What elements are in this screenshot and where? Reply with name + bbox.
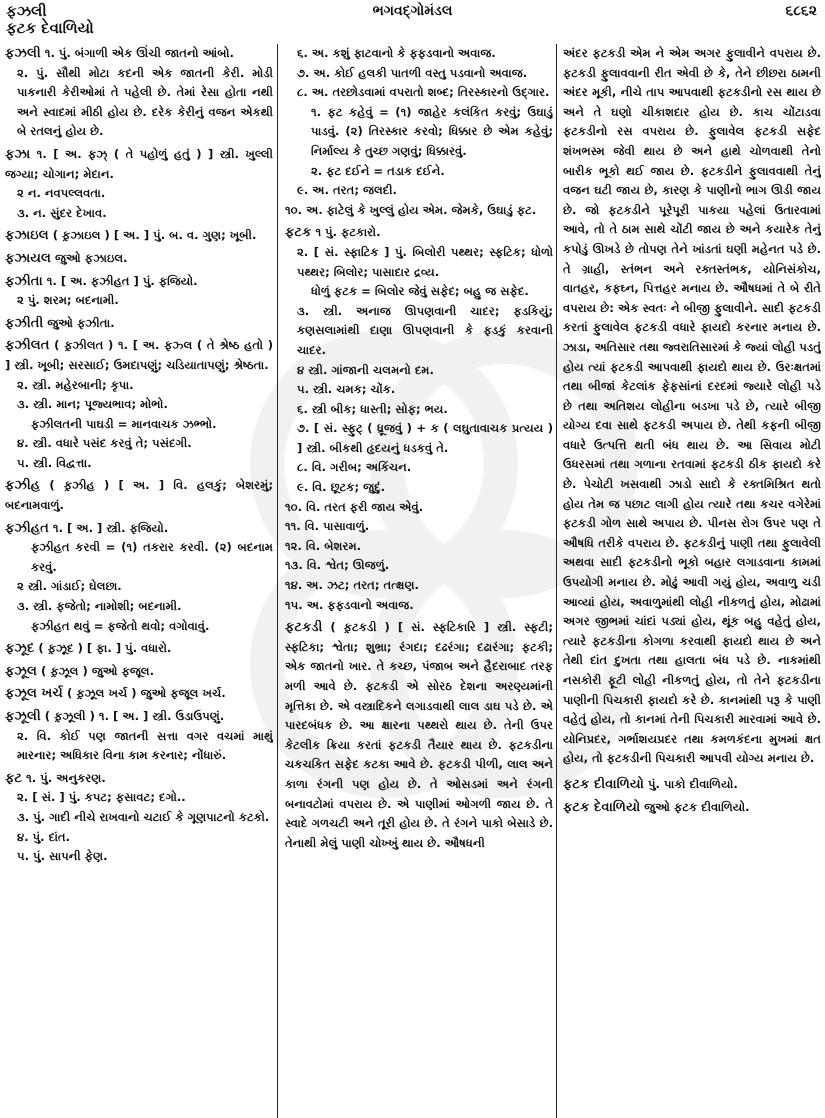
- entry-sense: [5, 376, 273, 396]
- entry-sense: [5, 184, 273, 204]
- definition-text: જુઓ ફઝાઇલ.: [51, 250, 128, 265]
- dictionary-entry: [5, 336, 273, 473]
- headword: ફઝલી: [5, 46, 41, 61]
- entry-sense: [5, 64, 273, 142]
- definition-text: ૧. [ અ. ફઝીહત ] પું. ફજિયો.: [42, 273, 198, 288]
- definition-text: ૪. સ્ત્રી. વધારે પસંદ કરવું તે; પસંદગી.: [17, 436, 192, 451]
- definition-text: ૫. સ્ત્રી. ચમક; ચોંક.: [297, 382, 396, 397]
- definition-text: જુઓ ફઝીતા.: [43, 315, 115, 330]
- entry-sense: [285, 64, 553, 84]
- entry-sense: [5, 577, 273, 597]
- headword: ફઝાયલ: [5, 250, 51, 266]
- headword: ફટક દેવાળિયો: [563, 799, 641, 815]
- dictionary-entry: [563, 798, 821, 818]
- last-guide-word: ફટક દેવાળિયો: [6, 19, 94, 37]
- headword: ફઝૂદ: [5, 641, 35, 657]
- dictionary-entry: [5, 662, 273, 682]
- entry-sense: [5, 617, 273, 637]
- entry-sense: [285, 458, 553, 478]
- entry-first-line: [5, 145, 273, 184]
- definition-text: ૧. પું. બંગાળી એક ઊંચી જાતનો આંબો.: [40, 46, 234, 60]
- book-title: ભગવદ્ગોમંડલ: [372, 3, 453, 19]
- headword: ફઝીહત: [5, 520, 49, 536]
- entry-sense: [285, 478, 553, 498]
- definition-text: ૯. વિ. છૂટક; જુદું.: [297, 480, 386, 495]
- entry-sense: [285, 498, 553, 518]
- entry-sense: [5, 538, 273, 577]
- definition-text: ૧. [ અ. ફઝ્‌ ( તે પહોળું હતું ) ] સ્ત્રી. ખુલ્લી જગ્યા; ચોગાન; મેદાન.: [5, 146, 273, 181]
- definition-text: ૧૪. અ. ઝટ; તરત; તત્ક્ષણ.: [285, 578, 419, 593]
- headword: ફઝીતા: [5, 273, 43, 289]
- definition-text: ૫. સ્ત્રી. વિદ્વત્તા.: [17, 455, 92, 470]
- definition-text: ૨. સ્ત્રી. મહેરબાની; કૃપા.: [17, 377, 134, 392]
- definition-text: ૬. સ્ત્રી બીક; ધાસ્તી; સોફ; ભય.: [297, 401, 448, 416]
- continued-definition: અંદર ફટકડી એમ ને એમ અગર ફુલાવીને વપરાય છે. ફટકડી ફુલાવવાની રીત એવી છે કે, તેને છીછરા ઠામની અંદર મૂકી, નીચે તાપ આપવાથી ફટકડીનો રસ થાય છે અને તે ઘણો ચીકાશદાર હોય છે. કાચ ચોંટાડવા ફટકડીનો રસ વપરાય છે. ફુલાવેલ ફટકડી સફેદ શંખભસ્મ જેવી થાય છે અને હાથે ચોળવાથી તેનો બારીક ભૂકો થઈ જાય છે. ફટકડીને ફુલાવવાથી તેનું વજન ઘટી જાય છે, કારણ કે પાણીનો ભાગ ઊડી જાય છે. જો ફટકડીને પૂરેપૂરી પાકયા પહેલાં ઉતારવામાં આવે, તો તે ઠામ સાથે ચોંટી જાય છે અને કયારેક તેનું કપોડું ઊખડે છે તોપણ તેને ખાંડતાં ઘણી મહેનત પડે છે. તે ગ્રાહી, સ્તંભન અને રક્તસ્તંભક, યોનિસંકોચ, વાતહર, કફઘ્ન, પિત્તહર મનાય છે. ઔષધમાં તે બે રીતે વપરાય છે: એક સ્વતઃ ને બીજી ફુલાવીને. સાદી ફટકડી કરતાં ફુલાવેલ ફટકડી વધારે ફાયદો કરનાર મનાય છે. ઝાડા, અતિસાર તથા જ્વરાતિસારમાં કે જ્યાં લોહી પડતું હોય ત્યાં ફટકડી આપવાથી ફાયદો થાય છે. ઉરઃક્ષતમાં તથા બીજાં કેટલાંક ફેફસાંનાં દરદમાં જ્યારે લોહી પડે છે તથા અતિશય લોહીના બડખા પડે છે, ત્યારે બીજી યોગ્ય દવા સાથે ફટકડી અપાય છે. તેથી કફની બીજી વધારે ઉત્પત્તિ થતી બંધ થાય છે. આ સિવાય મોટી ઉધરસમાં તથા ગળાના રતવામાં ફટકડી ઠીક ફાયદો કરે છે. પેચોટી ખસવાથી ઝાડો સાદો કે રક્તમિશ્રિત થતો હોય તેમ જ પછાટ લાગી હોય ત્યારે તથા કચર વગેરેમાં ફટકડી ગોળ સાથે અપાય છે. પીનસ રોગ ઉપર પણ તે ઔષધિ તરીકે વપરાય છે. ફટકડીનું પાણી તથા ફુલાવેલી અથવા સાદી ફટકડીનો ભૂકો બહાર લગાડવાના કામમાં ઉપયોગી મનાય છે. મોઢું આવી ગયું હોય, અવાળુ ચડી આવ્યાં હોય, અવાળુમાંથી લોહી નીકળતું હોય, મોઢામાં અગર જીભમાં ચાંદાં પડ્યાં હોય, થૂંક બહુ વહેતું હોય, ત્યારે ફટકડીના કોગળા કરવાથી ફાયદો થાય છે અને તેથી દાંત દુખતા તથા હાલતા બંધ પડે છે. નાકમાંથી નસકોરી ફૂટી લોહી નીકળતું હોય, તો તેને ફટકડીના પાણીની પિચકારી ફાયદો કરે છે. કાનમાંથી પરૂ કે પાણી વહેતું હોય, તો કાનમાં તેની પિચકારી મારવામાં આવે છે. યોનિપ્રદર, ગર્ભાશયપ્રદર તથા કમળકંદના મુખમાં ક્ષત હોય, તો ફટકડીની પિચકારી આપવી યોગ્ય મનાય છે.: [563, 46, 821, 766]
- dictionary-entry: [5, 519, 273, 637]
- entry-sense: [285, 103, 553, 162]
- definition-text: ( ફ઼ઝીહ ) [ અ. ] વિ. હલકું; બેશરમું; બદનામવાળું.: [5, 478, 273, 513]
- entry-sense: [285, 162, 553, 182]
- entry-sense: [5, 727, 273, 766]
- headword: ફટક: [285, 225, 312, 241]
- dictionary-entry: [5, 769, 273, 867]
- definition-text: ૯. અ. તરત; જલદી.: [297, 183, 397, 198]
- headword: ફટક દીવાળિયો: [563, 776, 644, 792]
- headword: ફઝૂલી: [5, 709, 41, 724]
- headword: ફટકડી: [285, 620, 323, 636]
- first-guide-word: ફઝલી: [6, 2, 47, 20]
- entry-sense: [5, 597, 273, 617]
- definition-text: ૧૩. વિ. શ્વેત; ઊજળું.: [285, 558, 390, 573]
- entry-first-line: [5, 684, 273, 704]
- definition-text: ૨. ફટ દઈને = તડાક દઈને.: [311, 163, 445, 178]
- headword: ફઝીતી: [5, 315, 44, 331]
- definition-text: ૮. વિ. ગરીબ; અકિંચન.: [297, 460, 412, 475]
- definition-text: જુઓ ફટક દીવાળિયો.: [640, 799, 750, 814]
- entry-first-line: [5, 707, 273, 727]
- definition-text: ૧. ફટ કહેવું = (૧) જાહેર કલંકિત કરવું; ઉઘાડું પાડવું. (૨) તિરસ્કાર કરવો; ધિક્કાર છે એમ કહેવું; નિર્માલ્ય કે તુચ્છ ગણવું; ધિક્કારવું.: [311, 104, 553, 158]
- definition-text: ૨. [ સં. સ્ફાટિક ] પું. બિલોરી પથ્થર; સ્ફટિક; ધોળો પથ્થર; બિલોર; પાસાદાર દ્રવ્ય.: [297, 244, 553, 279]
- definition-text: ૨. વિ. કોઈ પણ જાતની સત્તા વગર વચમાં માથું મારનાર; અધિકાર વિના કામ કરનાર; નોંધારું.: [17, 728, 273, 763]
- entry-first-line: [5, 226, 273, 246]
- definition-text: ( ફ઼ઝાઇલ ) [ અ. ] પું. બ. વ. ગુણ; ખૂબી.: [48, 228, 257, 243]
- definition-text: ૩. સ્ત્રી. અનાજ ઊપણવાની ચાદર; ફડકિયું; કણસલામાંથી દાણા ઊપણવાની કે ફડકું કરવાની ચાદર.: [297, 303, 553, 357]
- dictionary-body: [0, 44, 825, 1118]
- entry-first-line: [5, 314, 273, 334]
- definition-text: ૭. [ સં. સ્ફુટ્ ( ધ્રૂજવું ) + ક ( લઘુતાવાચક પ્રત્યય ) ] સ્ત્રી. બીકથી હૃદયનું ધડકવું તે.: [297, 421, 553, 455]
- entry-sense: [5, 788, 273, 808]
- page-header: [0, 0, 825, 38]
- definition-text: ( ફ઼ઝૂદ ) [ ફા. ] પું. વધારો.: [34, 641, 172, 656]
- entry-sense: [285, 282, 553, 302]
- entry-sense: [285, 596, 553, 616]
- definition-text: ૩. પું. ગાદી નીચે રાખવાનો ચટાઈ કે ગૂણપાટનો કટકો.: [17, 809, 270, 824]
- headword: ફઝૂલ ખર્ચ: [5, 686, 63, 702]
- definition-text: ૬. અ. કશું ફાટવાનો કે ફફડવાનો અવાજ.: [297, 46, 496, 60]
- entry-sense: [285, 201, 553, 221]
- entry-sense: [5, 847, 273, 867]
- definition-text: ૩. સ્ત્રી. ફજેતો; નામોશી; બદનામી.: [17, 599, 182, 614]
- dictionary-entry: [5, 272, 273, 311]
- definition-text: ૪. પું. દાંત.: [17, 829, 71, 844]
- dictionary-entry: [5, 145, 273, 223]
- dictionary-entry: [5, 44, 273, 142]
- definition-text: ૪ સ્ત્રી. ગાંજાની ચલમનો દમ.: [297, 362, 434, 377]
- entry-first-line: [5, 662, 273, 682]
- definition-text: ૧. [ અ. ] સ્ત્રી. ફજિયો.: [48, 520, 169, 535]
- definition-text: ફઝીહત કરવી = (૧) તકરાર કરવી. (૨) બદનામ કરવું.: [31, 540, 273, 574]
- headword: ફઝાઇલ: [5, 228, 49, 244]
- entry-sense: [5, 204, 273, 224]
- headword: ફઝા: [5, 146, 31, 162]
- entry-sense: [285, 83, 553, 103]
- definition-text: પું. પાકો દીવાળિયો.: [643, 776, 738, 791]
- entry-sense: [285, 419, 553, 458]
- definition-text: ૧ પું. ફટકારો.: [311, 225, 381, 240]
- definition-text: ફઝીલતની પાઘડી = માનવાચક ઝભ્ભો.: [31, 416, 217, 431]
- definition-text: ૮. અ. તરછોડવામાં વપરાતો શબ્દ; તિરસ્કારનો ઉદ્ગાર.: [297, 85, 550, 100]
- entry-first-line: [5, 476, 273, 515]
- entry-first-line: [563, 775, 821, 795]
- entry-sense: [5, 808, 273, 828]
- definition-text: ૭. અ. કોઈ હલકી પાતળી વસ્તુ પડવાનો અવાજ.: [297, 65, 528, 80]
- dictionary-entry: [5, 226, 273, 246]
- entry-sense: [5, 828, 273, 848]
- definition-text: ( ફ઼ઝૂલી ) ૧. [ અ. ] સ્ત્રી. ઉડાઉપણું.: [40, 709, 225, 723]
- entry-first-line: [285, 618, 553, 853]
- definition-text: ૫. પું. સાપની ફેણ.: [17, 849, 108, 864]
- dictionary-entry: [5, 476, 273, 515]
- dictionary-entry: [563, 775, 821, 795]
- definition-text: ૩. સ્ત્રી. માન; પૂજ્યભાવ; મોભો.: [17, 397, 168, 412]
- definition-text: ૧૧. વિ. પાસાવાળું.: [285, 519, 370, 534]
- definition-text: ૧૦. વિ. તરત ફરી જાય એવું.: [285, 499, 424, 514]
- headword: ફઝીલત: [5, 338, 50, 354]
- definition-text: ૧૫. અ. ફફડવાનો અવાજ.: [285, 597, 414, 612]
- headword: ફટ: [5, 770, 23, 786]
- definition-text: ( ફ઼ઝૂલ ખર્ચ ) જુઓ ફજૂલ ખર્ચ.: [62, 686, 226, 701]
- definition-text: ( ફ઼ટકડી ) [ સં. સ્ફટિકારિ ] સ્ત્રી. સ્ફટી; સ્ફટિકા; શ્વેતા; શુભ્રા; રંગદા; દઢરંગા; દઢારંગા; ફટકી; એક જાતનો ખાર. તે કચ્છ, પંજાબ અને હૈદરાબાદ તરફ મળી આવે છે. ફટકડી એ સોરઠ દેશના અરણ્યમાંની મૃત્તિકા છે. એ વસ્ત્રાદિકને લગાડવાથી લાલ ડાઘ પડે છે. એ પારદબંધક છે. આ ક્ષારના પથ્થરો થાય છે. તેની ઉપર કેટલીક ક્રિયા કરતાં ફટકડી તૈયાર થાય છે. ફટકડીના ચકચકિત સફેદ કટકા આવે છે. ફટકડી પીળી, લાલ અને કાળા રંગની પણ હોય છે. તે ઓસડમાં અને રંગની બનાવટોમાં વપરાય છે. એ પાણીમાં ઓગળી જાય છે. તે સ્વાદે ગળચટી અને તૂરી હોય છે. તે રંગને પાકો બેસાડે છે. તેનાથી મેલું પાણી ચોખ્ખું થાય છે. ઔષધની: [285, 620, 553, 850]
- column-3: [563, 44, 821, 1118]
- dictionary-entry: [5, 639, 273, 659]
- entry-sense: [285, 400, 553, 420]
- definition-text: ૨. પું. સૌથી મોટા કદની એક જાતની કેરી. મોડી પાકનારી કેરીઓમાં તે પહેલી છે. તેમાં રેસા હોતા નથી અને સ્વાદમાં મીઠી હોય છે. દરેક કેરીનું વજન એકથી બે રતલનું હોય છે.: [17, 65, 273, 139]
- entry-first-line: [5, 519, 273, 539]
- entry-first-line: [563, 798, 821, 818]
- dictionary-entry: [5, 684, 273, 704]
- entry-first-line: [5, 639, 273, 659]
- dictionary-entry: [285, 618, 553, 853]
- definition-text: ૨. [ સં. ] પું. કપટ; ફસાવટ; દગો..: [17, 790, 186, 805]
- page-number: ૬૮૬૨: [785, 3, 817, 19]
- entry-first-line: [5, 272, 273, 292]
- dictionary-entry: [285, 44, 553, 220]
- dictionary-entry: [5, 314, 273, 334]
- definition-text: ૧૨. વિ. બેશરમ.: [285, 538, 362, 553]
- entry-sense: [5, 454, 273, 474]
- headword: ફઝૂલ: [5, 663, 37, 679]
- column-2: [285, 44, 553, 1118]
- entry-first-line: [5, 249, 273, 269]
- entry-first-line: [285, 44, 553, 64]
- entry-sense: [285, 380, 553, 400]
- definition-text: ૧૦. અ. ફાટેલું કે ખુલ્લું હોય એમ. જેમકે, ઉઘાડું ફટ.: [285, 202, 537, 217]
- entry-sense: [285, 243, 553, 282]
- definition-text: ફઝીહત થવું = ફજેતો થવો; વગોવાવું.: [31, 618, 210, 633]
- definition-text: ૧. પું. અનુકરણ.: [22, 770, 106, 785]
- dictionary-entry: [5, 707, 273, 766]
- definition-text: ૨ સ્ત્રી. ગાંડાઈ; ઘેલછા.: [17, 579, 122, 594]
- definition-text: ( ફ઼ઝૂલ ) જુઓ ફજૂલ.: [36, 663, 154, 678]
- entry-first-line: [5, 44, 273, 64]
- dictionary-entry: [285, 223, 553, 615]
- entry-sense: [5, 395, 273, 415]
- entry-sense: [5, 415, 273, 435]
- entry-first-line: [5, 336, 273, 375]
- definition-text: ( ફ઼ઝીલત ) ૧. [ અ. ફઝ્લ ( તે શ્રેષ્ઠ હતો ) ] સ્ત્રી. ખૂબી; સરસાઈ; ઉમદાપણું; ચડિયાતાપણું; શ્રેષ્ઠતા.: [5, 338, 273, 372]
- entry-first-line: [5, 769, 273, 789]
- definition-text: ધોળું ફટક = બિલોર જેવું સફેદ; બહુ જ સફેદ.: [311, 284, 529, 299]
- column-1: [5, 44, 273, 1118]
- entry-sense: [285, 181, 553, 201]
- definition-text: ૨ પું. શરમ; બદનામી.: [17, 293, 119, 308]
- entry-sense: [285, 517, 553, 537]
- entry-first-line: [285, 223, 553, 243]
- entry-sense: [285, 537, 553, 557]
- definition-text: ૩. ન. સુંદર દેખાવ.: [17, 205, 107, 220]
- guide-words: [6, 3, 94, 37]
- definition-text: ૨ ન. નવપલ્લવતા.: [17, 186, 106, 201]
- entry-sense: [285, 302, 553, 361]
- entry-sense: [285, 556, 553, 576]
- entry-sense: [285, 361, 553, 381]
- entry-sense: [285, 576, 553, 596]
- headword: ફઝીહ: [5, 478, 41, 494]
- entry-sense: [5, 291, 273, 311]
- entry-sense: [5, 434, 273, 454]
- dictionary-entry: [5, 249, 273, 269]
